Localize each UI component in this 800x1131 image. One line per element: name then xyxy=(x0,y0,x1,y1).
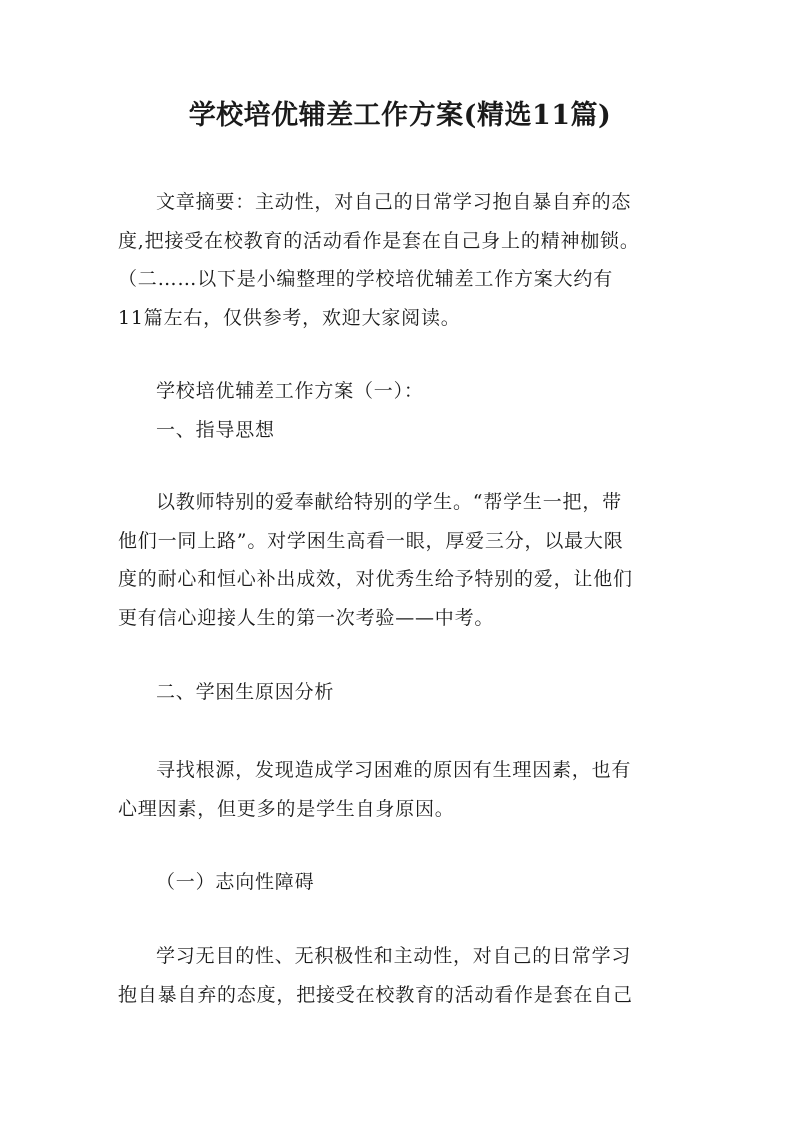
paragraph-line: 学习无目的性、无积极性和主动性，对自己的日常学习 xyxy=(156,945,632,967)
summary-paragraph xyxy=(118,183,688,337)
document-title: 学校培优辅差工作方案(精选11篇) xyxy=(188,100,612,131)
summary-line: 11篇左右，仅供参考，欢迎大家阅读。 xyxy=(118,306,461,329)
heading-cause-analysis: 二、学困生原因分析 xyxy=(156,681,335,703)
summary-line: 度,把接受在校教育的活动看作是套在自己身上的精神枷锁。 xyxy=(118,229,640,252)
paragraph-line: 以教师特别的爱奉献给特别的学生。“帮学生一把，带 xyxy=(156,491,622,513)
heading-aspiration-obstacle: （一）志向性障碍 xyxy=(156,871,315,893)
heading-guiding-ideology: 一、指导思想 xyxy=(156,419,275,441)
paragraph-line: 他们一同上路”。对学困生高看一眼，厚爱三分，以最大限 xyxy=(118,529,624,552)
paragraph-cause-analysis xyxy=(118,751,688,828)
paragraph-line: 心理因素，但更多的是学生自身原因。 xyxy=(118,797,455,820)
paragraph-guiding-ideology xyxy=(118,483,688,637)
paragraph-line: 更有信心迎接人生的第一次考验——中考。 xyxy=(118,606,495,629)
paragraph-line: 寻找根源，发现造成学习困难的原因有生理因素，也有 xyxy=(156,759,632,781)
summary-line: 文章摘要：主动性，对自己的日常学习抱自暴自弃的态 xyxy=(156,191,632,213)
paragraph-line: 度的耐心和恒心补出成效，对优秀生给予特别的爱，让他们 xyxy=(118,568,633,590)
paragraph-aspiration-obstacle xyxy=(118,937,688,1014)
section-title: 学校培优辅差工作方案（一）： xyxy=(156,380,424,402)
paragraph-line: 抱自暴自弃的态度，把接受在校教育的活动看作是套在自己 xyxy=(118,983,633,1006)
summary-line: （二……以下是小编整理的学校培优辅差工作方案大约有 xyxy=(118,268,614,290)
